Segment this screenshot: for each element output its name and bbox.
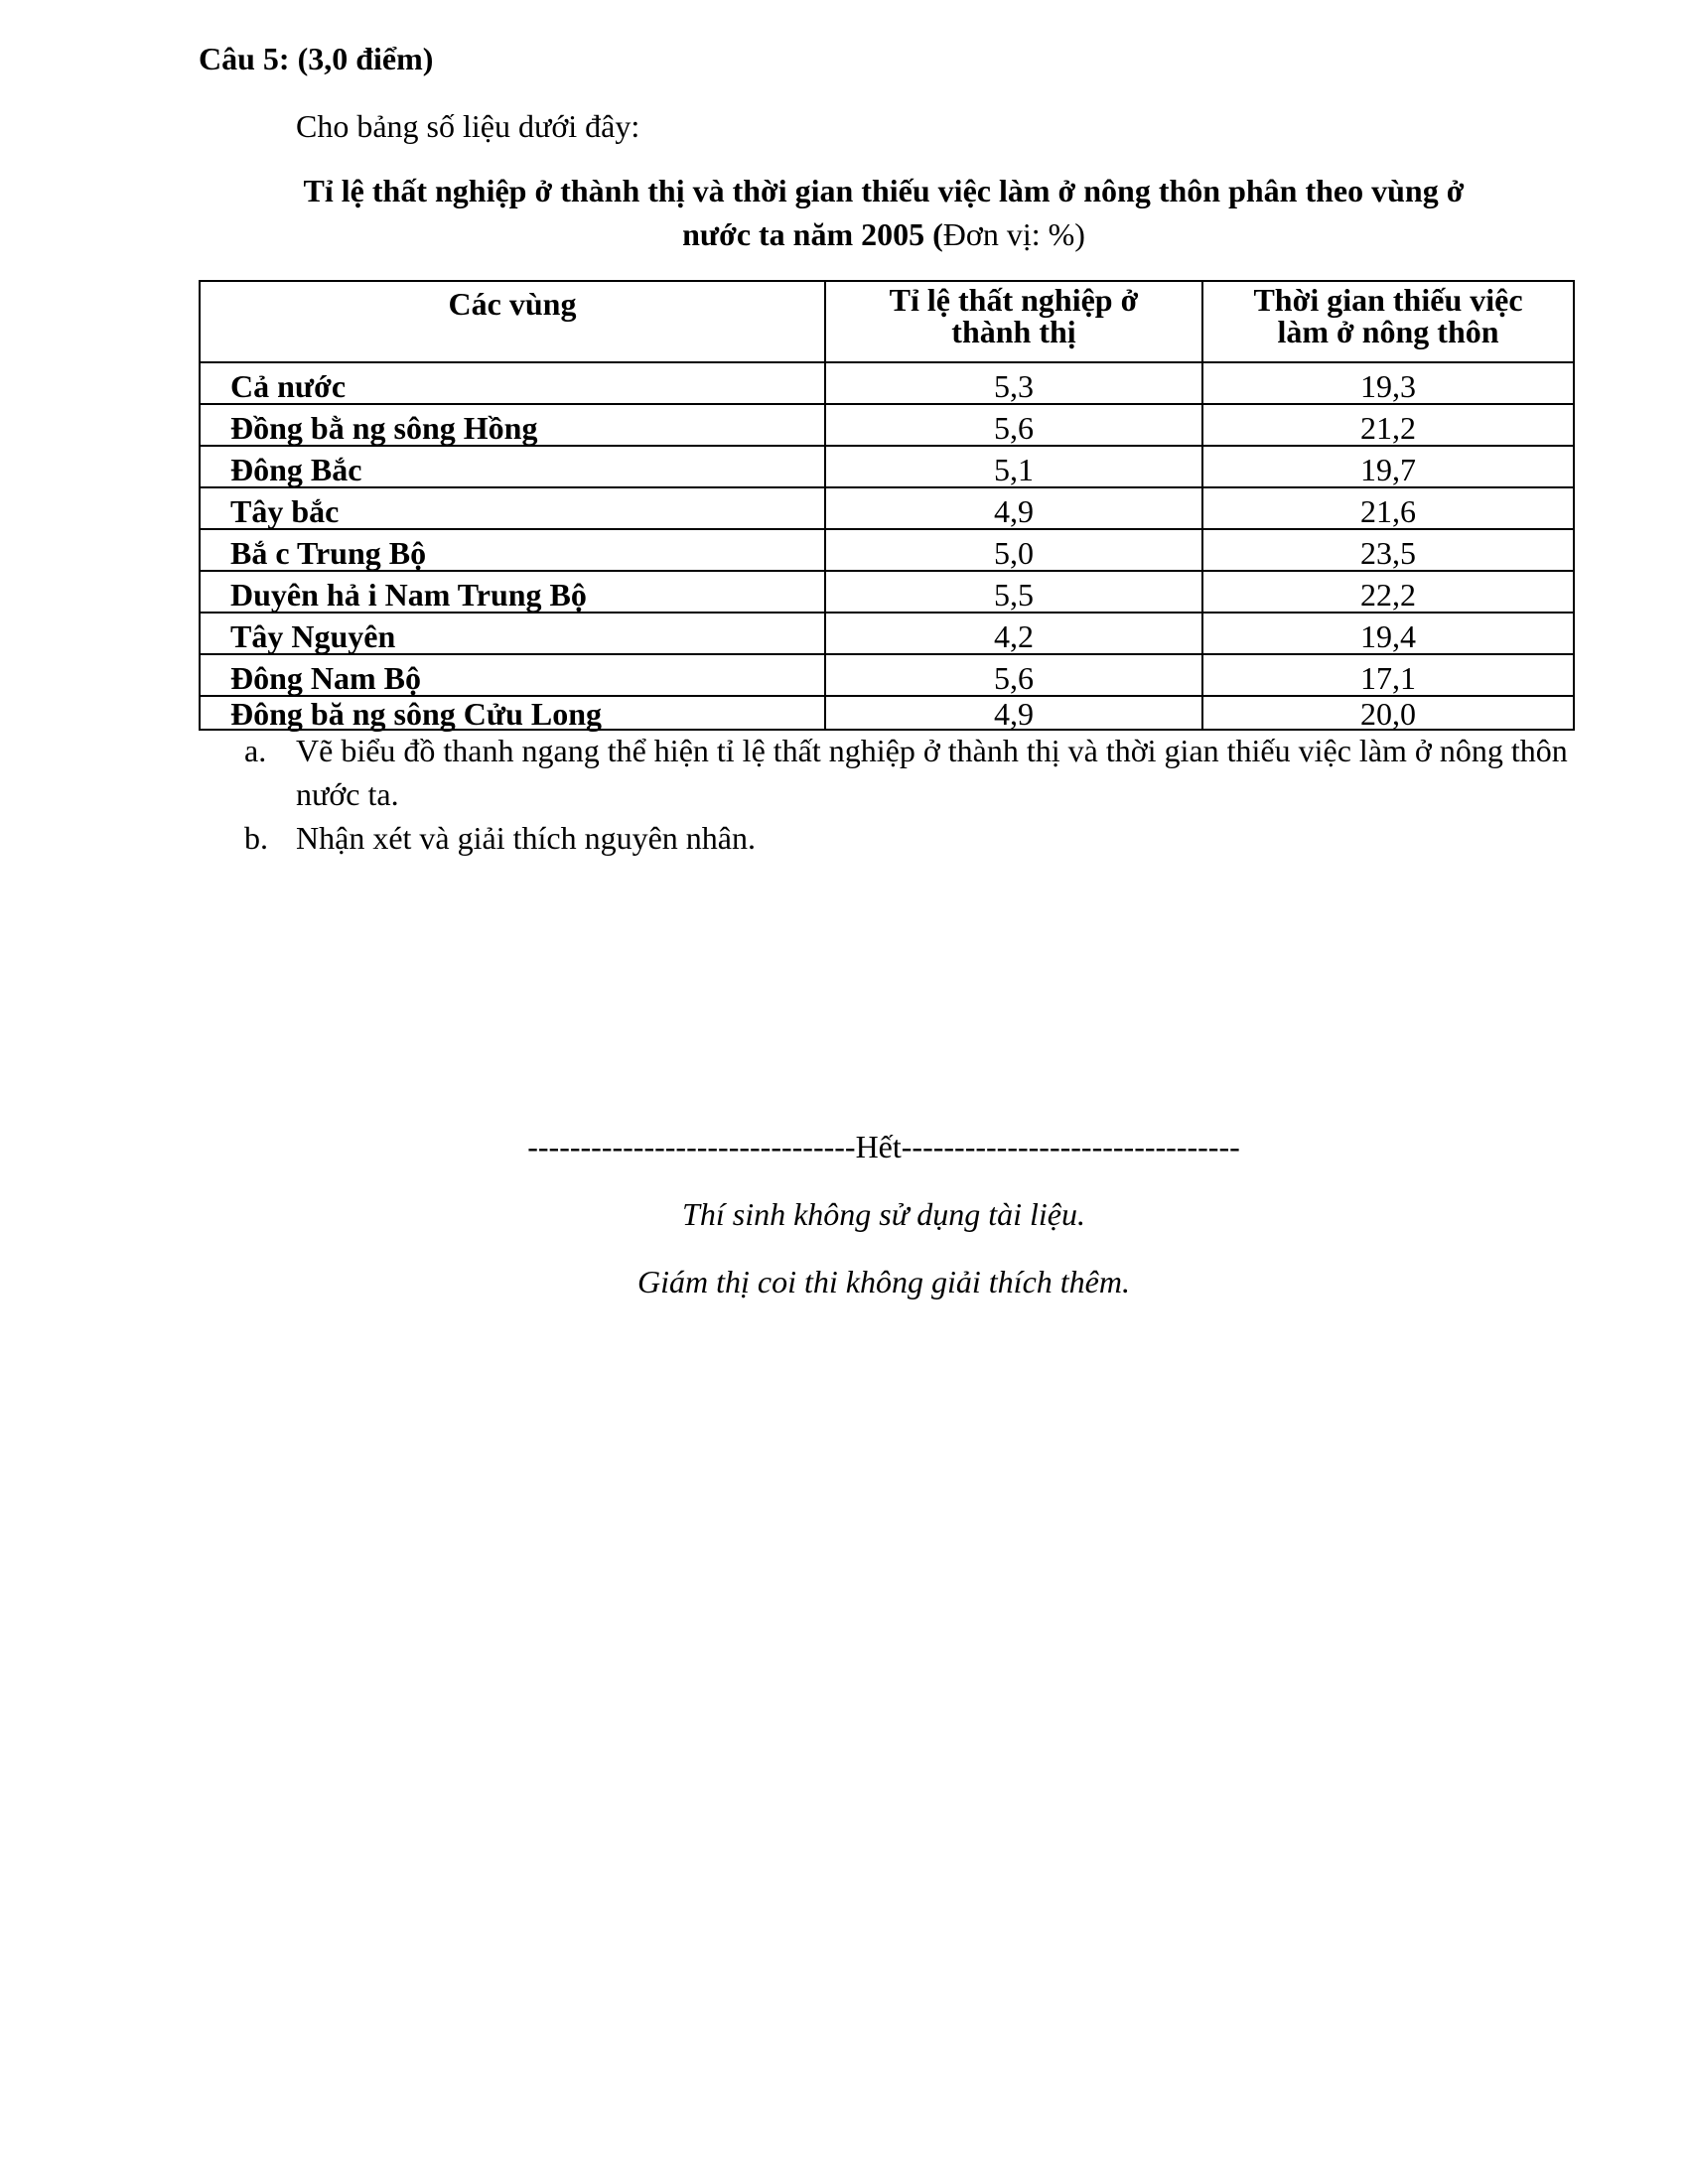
cell-unemployment: 5,6 xyxy=(825,654,1202,696)
caption-line-2 xyxy=(199,212,1569,256)
table-row xyxy=(200,404,1574,446)
task-marker: a. xyxy=(244,733,267,768)
cell-underemployment: 21,2 xyxy=(1202,404,1574,446)
header-unemployment xyxy=(825,281,1202,362)
table-row xyxy=(200,487,1574,529)
cell-unemployment: 5,1 xyxy=(825,446,1202,487)
header-unemployment-line1: Tỉ lệ thất nghiệp ở xyxy=(889,282,1139,318)
table-row xyxy=(200,571,1574,613)
table-caption xyxy=(199,169,1569,256)
cell-underemployment: 20,0 xyxy=(1202,696,1574,730)
cell-unemployment: 5,6 xyxy=(825,404,1202,446)
table-header-row xyxy=(200,281,1574,362)
header-region-label: Các vùng xyxy=(448,286,577,322)
cell-unemployment: 5,5 xyxy=(825,571,1202,613)
cell-underemployment: 19,4 xyxy=(1202,613,1574,654)
cell-region: Đông Nam Bộ xyxy=(200,654,825,696)
question-heading: Câu 5: (3,0 điểm) xyxy=(199,41,434,76)
task-list xyxy=(244,729,1575,860)
header-underemployment-line2: làm ở nông thôn xyxy=(1277,314,1499,349)
cell-underemployment: 17,1 xyxy=(1202,654,1574,696)
header-unemployment-line2: thành thị xyxy=(951,314,1076,349)
task-marker: b. xyxy=(244,820,268,856)
caption-unit: Đơn vị: %) xyxy=(942,216,1085,252)
intro-text: Cho bảng số liệu dưới đây: xyxy=(296,108,640,144)
task-item-a xyxy=(244,729,1575,816)
cell-underemployment: 19,3 xyxy=(1202,362,1574,404)
task-text: Vẽ biểu đồ thanh ngang thể hiện tỉ lệ thất nghiệp ở thành thị và thời gian thiếu việc làm ở nông thôn nước ta. xyxy=(296,733,1568,812)
end-marker: -------------------------------Hết-------------------------------- xyxy=(527,1129,1240,1164)
table-row xyxy=(200,362,1574,404)
header-region xyxy=(200,281,825,362)
cell-unemployment: 5,0 xyxy=(825,529,1202,571)
table-row xyxy=(200,446,1574,487)
data-table xyxy=(199,280,1575,731)
table-row xyxy=(200,654,1574,696)
cell-underemployment: 22,2 xyxy=(1202,571,1574,613)
task-text: Nhận xét và giải thích nguyên nhân. xyxy=(296,820,756,856)
cell-unemployment: 4,9 xyxy=(825,696,1202,730)
cell-unemployment: 4,2 xyxy=(825,613,1202,654)
cell-region: Tây bắc xyxy=(200,487,825,529)
cell-underemployment: 23,5 xyxy=(1202,529,1574,571)
cell-region: Duyên hả i Nam Trung Bộ xyxy=(200,571,825,613)
note-no-explanation: Giám thị coi thi không giải thích thêm. xyxy=(637,1264,1130,1299)
cell-region: Bắ c Trung Bộ xyxy=(200,529,825,571)
note-no-materials: Thí sinh không sử dụng tài liệu. xyxy=(682,1196,1085,1232)
cell-underemployment: 19,7 xyxy=(1202,446,1574,487)
table-row xyxy=(200,696,1574,730)
task-item-b xyxy=(244,816,1575,860)
cell-unemployment: 5,3 xyxy=(825,362,1202,404)
header-underemployment xyxy=(1202,281,1574,362)
caption-line-2-bold: nước ta năm 2005 ( xyxy=(682,216,943,252)
caption-line-1: Tỉ lệ thất nghiệp ở thành thị và thời gian thiếu việc làm ở nông thôn phân theo vùng ở xyxy=(303,173,1465,208)
cell-region: Đồng bằ ng sông Hồng xyxy=(200,404,825,446)
cell-region: Đông Bắc xyxy=(200,446,825,487)
table-row xyxy=(200,613,1574,654)
cell-region: Đông bă ng sông Cửu Long xyxy=(200,696,825,730)
table-body xyxy=(200,362,1574,730)
cell-region: Cả nước xyxy=(200,362,825,404)
header-underemployment-line1: Thời gian thiếu việc xyxy=(1253,282,1523,318)
cell-underemployment: 21,6 xyxy=(1202,487,1574,529)
cell-region: Tây Nguyên xyxy=(200,613,825,654)
cell-unemployment: 4,9 xyxy=(825,487,1202,529)
table-row xyxy=(200,529,1574,571)
